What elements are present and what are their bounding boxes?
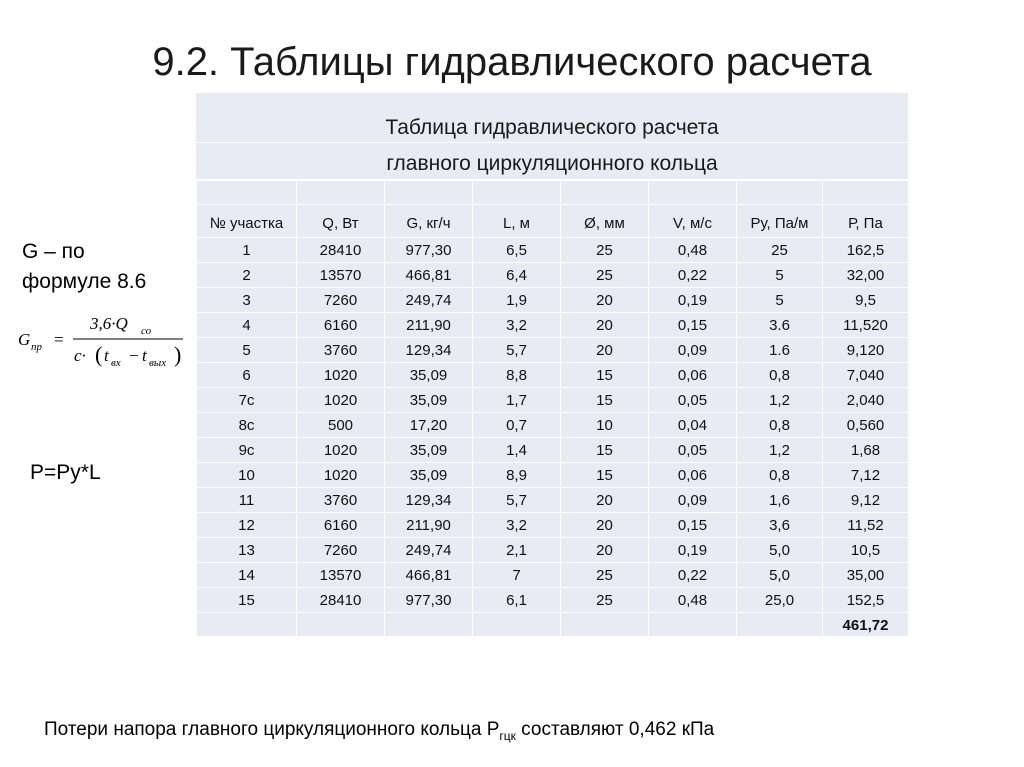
pressure-formula: P=Py*L [30, 461, 101, 484]
formula-t-out-sub: вых [149, 357, 167, 369]
empty-cell [649, 613, 737, 638]
empty-cell [197, 613, 297, 638]
table-cell: 10 [561, 413, 649, 438]
table-cell: 6160 [297, 513, 385, 538]
table-cell: 11,520 [823, 313, 909, 338]
empty-cell [473, 613, 561, 638]
table-cell: 8с [197, 413, 297, 438]
hydraulic-calc-table [196, 93, 908, 636]
table-cell: 2,040 [823, 388, 909, 413]
table-cell: 20 [561, 488, 649, 513]
table-cell: 0,8 [737, 413, 823, 438]
table-cell: 5 [737, 288, 823, 313]
table-caption-line1: Таблица гидравлического расчета [385, 116, 719, 139]
table-cell: 15 [197, 588, 297, 613]
table-cell: 0,48 [649, 588, 737, 613]
table-cell: 1,2 [737, 438, 823, 463]
table-cell: 0,09 [649, 488, 737, 513]
table-cell: 3 [197, 288, 297, 313]
table-cell: 15 [561, 363, 649, 388]
table-cell: 7,12 [823, 463, 909, 488]
table-cell: 20 [561, 288, 649, 313]
formula-numerator-sub: со [141, 325, 152, 337]
table-cell: 129,34 [385, 488, 473, 513]
table-caption-line2: главного циркуляционного кольца [386, 152, 718, 175]
table-cell: 0,8 [737, 463, 823, 488]
formula-lhs-sub: пр [31, 341, 42, 353]
table-cell: 35,09 [385, 363, 473, 388]
formula-t-in-sub: вх [111, 357, 121, 369]
table-cell: 0,22 [649, 563, 737, 588]
table-cell: 466,81 [385, 263, 473, 288]
table-cell: 7с [197, 388, 297, 413]
table-cell: 1020 [297, 438, 385, 463]
table-cell: 6160 [297, 313, 385, 338]
formula-numerator: 3,6·Q [90, 314, 128, 333]
table-cell: 7,040 [823, 363, 909, 388]
g-flow-formula [18, 305, 188, 375]
table-cell: 1,9 [473, 288, 561, 313]
table-cell: 0,09 [649, 338, 737, 363]
table-cell: 9,12 [823, 488, 909, 513]
table-cell: 5 [737, 263, 823, 288]
table-row [197, 288, 909, 313]
table-cell: 15 [561, 463, 649, 488]
header-cell: L, м [473, 205, 561, 238]
table-cell: 5,7 [473, 338, 561, 363]
table-cell: 1 [197, 238, 297, 263]
table-row [197, 238, 909, 263]
table-cell: 249,74 [385, 538, 473, 563]
table-cell: 0,48 [649, 238, 737, 263]
formula-paren-right: ) [174, 342, 182, 367]
total-value: 461,72 [823, 613, 909, 638]
table-cell: 3760 [297, 338, 385, 363]
header-cell: Ø, мм [561, 205, 649, 238]
table-cell: 0,06 [649, 363, 737, 388]
table-cell: 25 [561, 238, 649, 263]
table-cell: 0,15 [649, 313, 737, 338]
table-cell: 15 [561, 438, 649, 463]
table-cell: 7260 [297, 538, 385, 563]
table-cell: 35,09 [385, 463, 473, 488]
table-cell: 7260 [297, 288, 385, 313]
table-cell: 0,05 [649, 438, 737, 463]
table-cell: 28410 [297, 238, 385, 263]
table-cell: 1,4 [473, 438, 561, 463]
table-cell: 5,0 [737, 538, 823, 563]
table-row [197, 463, 909, 488]
header-cell: G, кг/ч [385, 205, 473, 238]
empty-cell [297, 613, 385, 638]
table-cell: 0,19 [649, 538, 737, 563]
table-cell: 35,09 [385, 438, 473, 463]
table-cell: 6,5 [473, 238, 561, 263]
table-cell: 10,5 [823, 538, 909, 563]
table-cell: 9,5 [823, 288, 909, 313]
table-cell: 500 [297, 413, 385, 438]
table-cell: 28410 [297, 588, 385, 613]
data-table [196, 180, 909, 638]
table-cell: 1020 [297, 463, 385, 488]
table-cell: 1,6 [737, 488, 823, 513]
table-cell: 1,2 [737, 388, 823, 413]
table-cell: 35,00 [823, 563, 909, 588]
table-cell: 25 [561, 563, 649, 588]
table-cell: 25 [561, 588, 649, 613]
formula-paren-left: ( [95, 342, 103, 367]
table-cell: 1,68 [823, 438, 909, 463]
table-cell: 32,00 [823, 263, 909, 288]
formula-t-in: t [104, 346, 109, 365]
header-cell: № участка [197, 205, 297, 238]
table-cell: 10 [197, 463, 297, 488]
header-cell: V, м/с [649, 205, 737, 238]
table-cell: 6,1 [473, 588, 561, 613]
table-cell: 1,7 [473, 388, 561, 413]
table-cell: 9с [197, 438, 297, 463]
table-cell: 5,7 [473, 488, 561, 513]
table-cell: 0,19 [649, 288, 737, 313]
table-cell: 152,5 [823, 588, 909, 613]
table-cell: 0,7 [473, 413, 561, 438]
table-cell: 1020 [297, 363, 385, 388]
empty-cell [737, 613, 823, 638]
table-cell: 25,0 [737, 588, 823, 613]
table-cell: 0,560 [823, 413, 909, 438]
empty-cell [561, 613, 649, 638]
header-row [197, 205, 909, 238]
table-row [197, 263, 909, 288]
table-cell: 9,120 [823, 338, 909, 363]
table-row [197, 513, 909, 538]
table-row [197, 588, 909, 613]
table-cell: 12 [197, 513, 297, 538]
table-cell: 4 [197, 313, 297, 338]
table-cell: 129,34 [385, 338, 473, 363]
header-cell: Р, Па [823, 205, 909, 238]
header-cell: Ру, Па/м [737, 205, 823, 238]
table-cell: 25 [737, 238, 823, 263]
table-cell: 35,09 [385, 388, 473, 413]
table-cell: 20 [561, 313, 649, 338]
table-cell: 211,90 [385, 513, 473, 538]
summary-text [44, 719, 714, 743]
table-row [197, 388, 909, 413]
table-cell: 0,05 [649, 388, 737, 413]
table-cell: 25 [561, 263, 649, 288]
formula-lhs: G [18, 330, 31, 349]
table-cell: 20 [561, 538, 649, 563]
table-cell: 0,8 [737, 363, 823, 388]
table-cell: 0,04 [649, 413, 737, 438]
summary-text-main: Потери напора главного циркуляционного кольца Р [44, 719, 500, 740]
table-row [197, 488, 909, 513]
formula-denominator-c: c· [74, 346, 86, 365]
table-row [197, 413, 909, 438]
table-cell: 5 [197, 338, 297, 363]
formula-minus: − [129, 346, 139, 365]
table-cell: 3,2 [473, 513, 561, 538]
table-cell: 20 [561, 513, 649, 538]
table-cell: 14 [197, 563, 297, 588]
table-cell: 13570 [297, 563, 385, 588]
table-row [197, 538, 909, 563]
table-cell: 8,9 [473, 463, 561, 488]
table-cell: 3,2 [473, 313, 561, 338]
table-cell: 0,06 [649, 463, 737, 488]
table-cell: 13570 [297, 263, 385, 288]
table-row [197, 438, 909, 463]
formula-t-out: t [142, 346, 147, 365]
table-row [197, 563, 909, 588]
table-row [197, 363, 909, 388]
table-cell: 17,20 [385, 413, 473, 438]
table-cell: 1020 [297, 388, 385, 413]
table-cell: 977,30 [385, 588, 473, 613]
table-cell: 6,4 [473, 263, 561, 288]
table-cell: 3.6 [737, 313, 823, 338]
table-cell: 466,81 [385, 563, 473, 588]
table-cell: 162,5 [823, 238, 909, 263]
table-cell: 249,74 [385, 288, 473, 313]
formula-equals: = [54, 330, 64, 349]
table-cell: 20 [561, 338, 649, 363]
blank-row [197, 181, 909, 205]
table-cell: 8,8 [473, 363, 561, 388]
table-cell: 1.6 [737, 338, 823, 363]
caption-divider [196, 142, 908, 143]
table-cell: 11,52 [823, 513, 909, 538]
g-formula-note: G – по формуле 8.6 [22, 240, 147, 293]
total-row [197, 613, 909, 638]
header-cell: Q, Вт [297, 205, 385, 238]
table-cell: 5,0 [737, 563, 823, 588]
table-cell: 11 [197, 488, 297, 513]
slide-title: 9.2. Таблицы гидравлического расчета [152, 40, 872, 84]
summary-subscript: гцк [499, 728, 516, 743]
table-cell: 977,30 [385, 238, 473, 263]
table-cell: 211,90 [385, 313, 473, 338]
table-row [197, 313, 909, 338]
table-cell: 3760 [297, 488, 385, 513]
table-cell: 2 [197, 263, 297, 288]
table-cell: 0,15 [649, 513, 737, 538]
summary-text-tail: составляют 0,462 кПа [515, 719, 715, 740]
empty-cell [385, 613, 473, 638]
table-cell: 7 [473, 563, 561, 588]
table-cell: 2,1 [473, 538, 561, 563]
table-cell: 15 [561, 388, 649, 413]
table-cell: 6 [197, 363, 297, 388]
table-cell: 13 [197, 538, 297, 563]
table-row [197, 338, 909, 363]
table-cell: 3,6 [737, 513, 823, 538]
table-cell: 0,22 [649, 263, 737, 288]
